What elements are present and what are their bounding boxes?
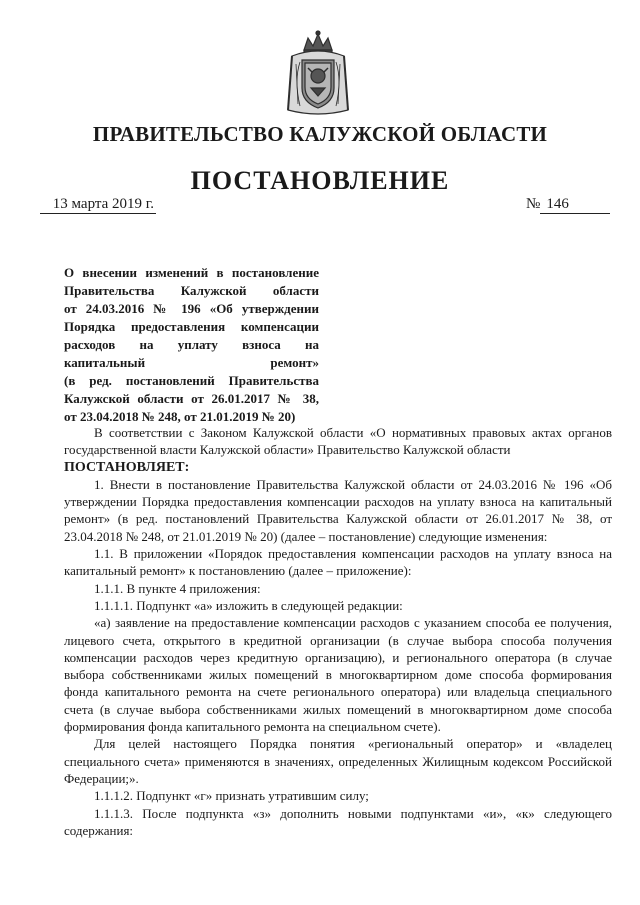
heading-line: капитальный ремонт» (64, 355, 319, 370)
paragraph-definitions: Для целей настоящего Порядка понятия «региональный оператор» и «владелец специального счета» применяются в значениях, определенных Жилищным кодексом Российской Федерации;». (64, 736, 612, 786)
document-number (526, 196, 610, 214)
heading-line: О внесении изменений в постановление (64, 265, 319, 280)
preamble-paragraph: В соответствии с Законом Калужской области «О нормативных правовых актах органов государственной власти Калужской области» Правительство Калужской области (64, 425, 612, 458)
paragraph-1-1: 1.1. В приложении «Порядок предоставления компенсации расходов на уплату взноса на капитальный ремонт» к постановлению (далее – приложение): (64, 546, 612, 579)
document-date: 13 марта 2019 г. (40, 196, 156, 214)
government-title: ПРАВИТЕЛЬСТВО КАЛУЖСКОЙ ОБЛАСТИ (92, 122, 548, 146)
paragraph-1-1-1-3: 1.1.1.3. После подпункта «з» дополнить новыми подпунктами «и», «к» следующего содержания: (64, 805, 612, 838)
resolves-heading: ПОСТАНОВЛЯЕТ: (64, 459, 190, 475)
paragraph-1-1-1-1: 1.1.1.1. Подпункт «а» изложить в следующей редакции: (94, 597, 403, 613)
paragraph-1-1-1-2: 1.1.1.2. Подпункт «г» признать утратившим силу; (94, 788, 369, 804)
heading-line: от 23.04.2018 № 248, от 21.01.2019 № 20) (64, 409, 296, 424)
heading-line: Правительства Калужской области (64, 283, 319, 298)
heading-line: Калужской области от 26.01.2017 № 38, (64, 391, 319, 406)
document-type: ПОСТАНОВЛЕНИЕ (190, 166, 450, 195)
heading-line: (в ред. постановлений Правительства (64, 373, 319, 388)
heading-line: от 24.03.2016 № 196 «Об утверждении (64, 301, 319, 316)
heading-line: расходов на уплату взноса на (64, 337, 319, 352)
number-value: 146 (540, 196, 610, 214)
document-body (64, 424, 612, 839)
coat-of-arms-icon (282, 30, 354, 118)
number-label: № (526, 196, 541, 212)
paragraph-1-1-1: 1.1.1. В пункте 4 приложения: (94, 580, 261, 596)
paragraph-1: 1. Внести в постановление Правительства Калужской области от 24.03.2016 № 196 «Об утверждении Порядка предоставления компенсации расходов на уплату взноса на капитальный ремонт» (в ред. постановлений Правительства Калужской области от 26.01.2017 № 38, от 23.04.2018 № 248, от 21.01.2019 № 20) (далее – постановление) следующие изменения: (64, 476, 612, 544)
heading-line: Порядка предоставления компенсации (64, 319, 319, 334)
document-heading (64, 264, 319, 426)
paragraph-a: «а) заявление на предоставление компенсации расходов с указанием способа ее получения, лицевого счета, открытого в кредитной организации (в случае выбора способа получения компенсации расходов через кредитную организацию), и регионального оператора (в случае выбора собственниками жилых помещений в многоквартирном доме способа формирования фонда капитального ремонта на счете регионального оператора) или владельца специального счета (в случае выбора собственниками жилых помещений в многоквартирном доме способа формирования фонда капитального ремонта на специальном счете). (64, 615, 612, 735)
